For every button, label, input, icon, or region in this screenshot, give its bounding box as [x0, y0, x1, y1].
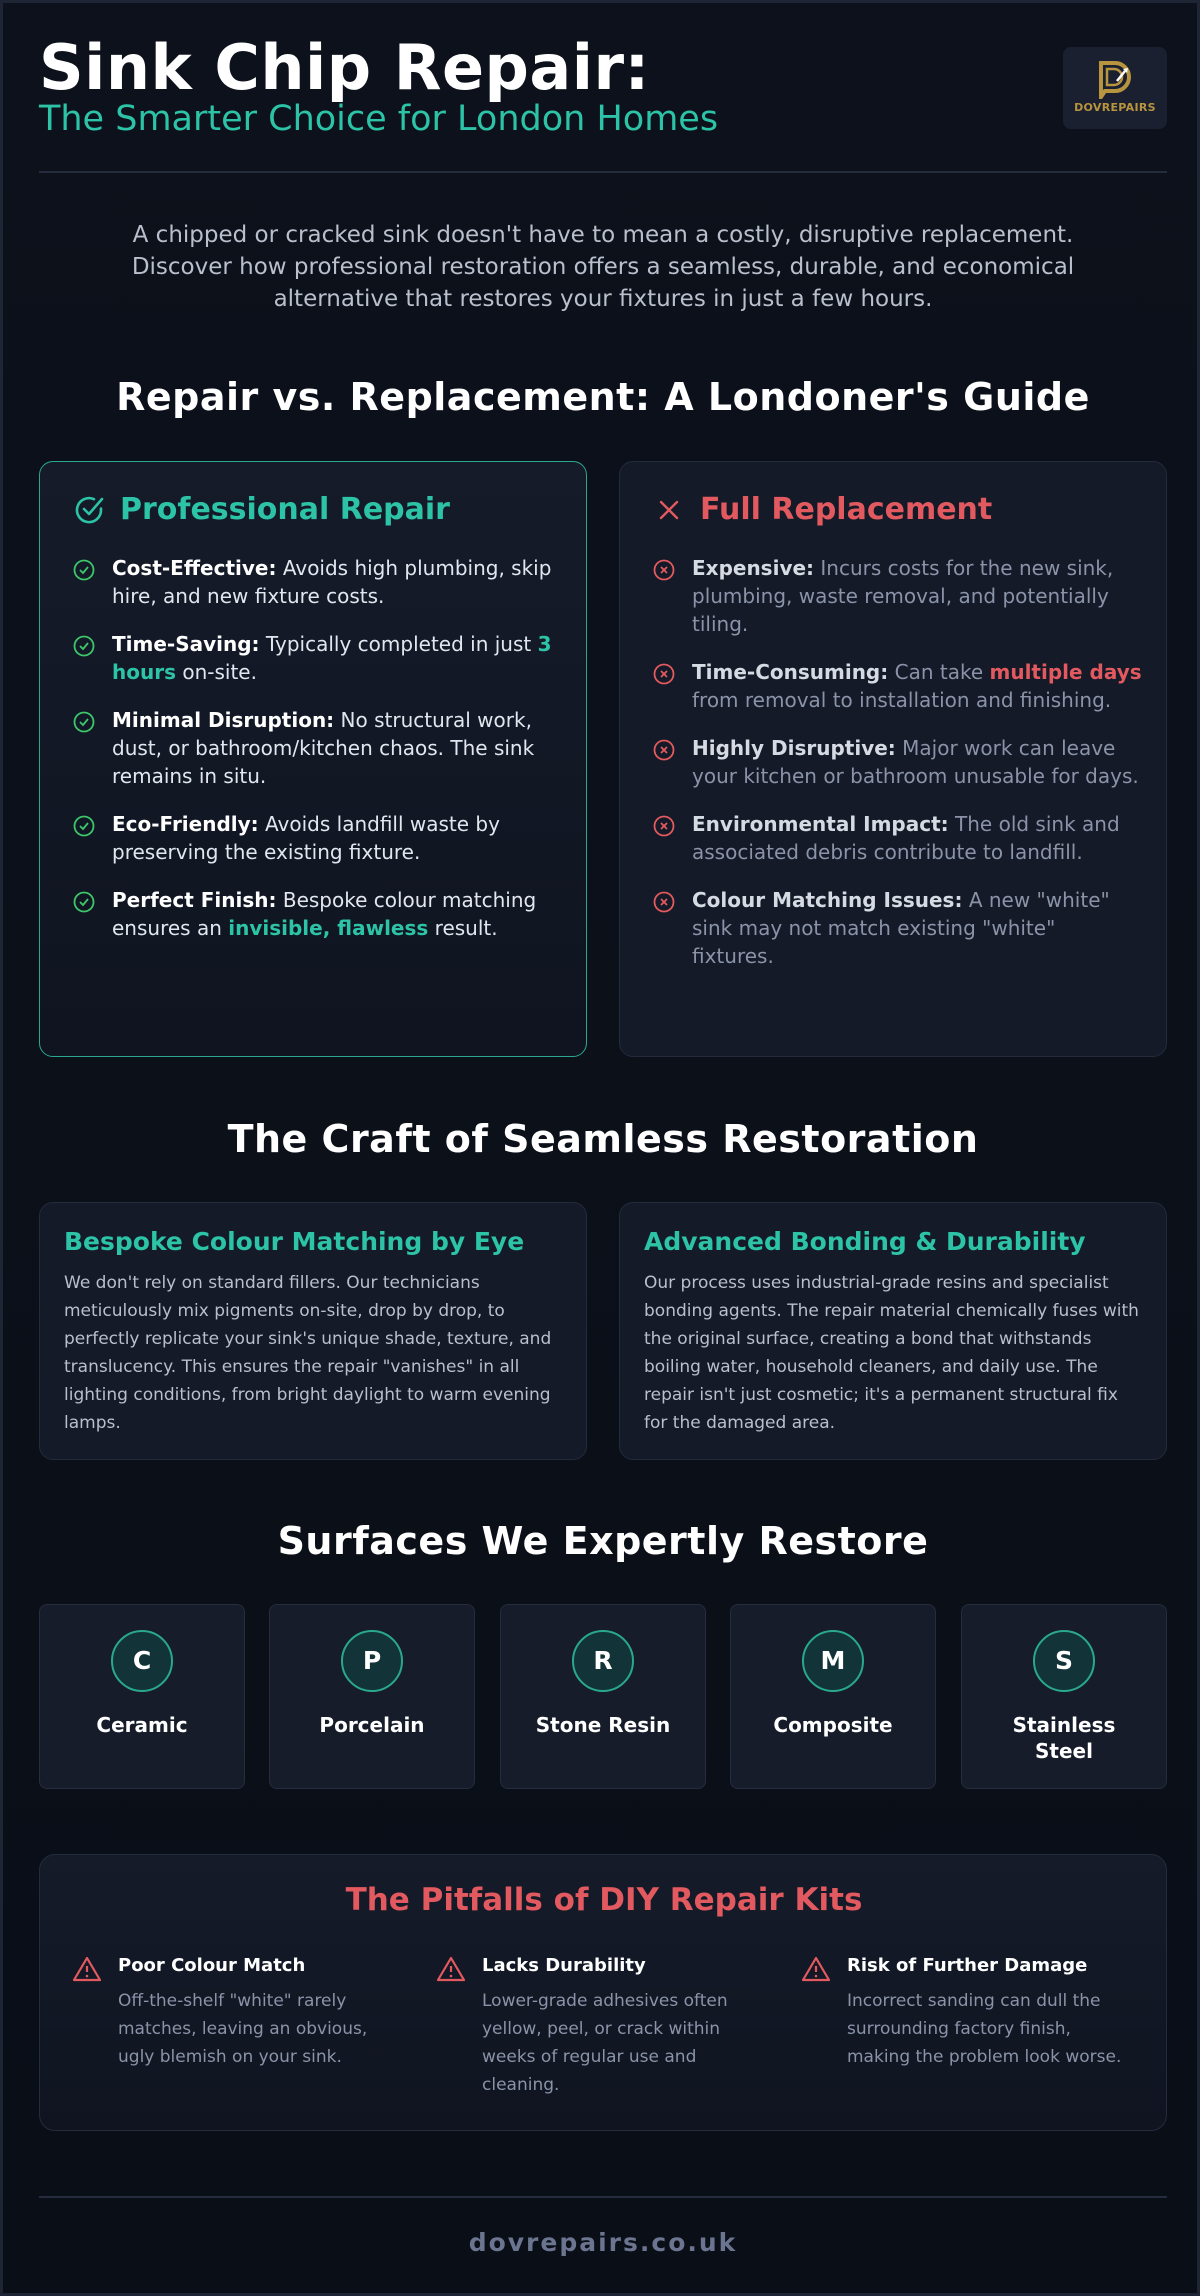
warning-icon	[72, 1955, 102, 1983]
repair-list	[72, 554, 562, 962]
item-label: Cost-Effective:	[112, 556, 277, 580]
diy-title: The Pitfalls of DIY Repair Kits	[345, 1882, 863, 1918]
surface-card-porcelain	[269, 1604, 475, 1789]
surface-card-composite	[730, 1604, 936, 1789]
item-highlight: invisible, flawless	[228, 916, 429, 940]
surface-label: Stainless Steel	[1012, 1713, 1116, 1763]
item-highlight: 3 hours	[112, 632, 552, 684]
repair-heading: Professional Repair	[120, 492, 450, 527]
page-subtitle: The Smarter Choice for London Homes	[39, 99, 719, 139]
surface-card-stainless-steel	[961, 1604, 1167, 1789]
item-text: from removal to installation and finishing.	[692, 688, 1112, 712]
x-circle-icon	[652, 558, 676, 582]
header-divider	[39, 171, 1167, 173]
item-text: Avoids landfill waste by preserving the existing fixture.	[112, 812, 500, 864]
repair-item	[72, 554, 562, 610]
item-label: Eco-Friendly:	[112, 812, 259, 836]
repair-item	[72, 630, 562, 686]
logo-text: DOVREPAIRS	[1074, 101, 1156, 114]
pitfall-heading: Lacks Durability	[482, 1955, 646, 1976]
item-text: Avoids high plumbing, skip hire, and new fixture costs.	[112, 556, 552, 608]
surface-letter-badge: C	[111, 1630, 173, 1692]
x-circle-icon	[652, 738, 676, 762]
replacement-item	[652, 886, 1142, 970]
craft-card-heading: Advanced Bonding & Durability	[644, 1227, 1086, 1256]
footer-url-link[interactable]: dovrepairs.co.uk	[468, 2228, 738, 2257]
surfaces-title: Surfaces We Expertly Restore	[277, 1519, 929, 1563]
replacement-card	[619, 461, 1167, 1057]
repair-item	[72, 810, 562, 866]
replacement-list	[652, 554, 1142, 990]
x-circle-icon	[652, 662, 676, 686]
x-icon	[652, 493, 686, 527]
repair-item	[72, 886, 562, 942]
check-icon	[72, 634, 96, 658]
brand-logo[interactable]	[1063, 47, 1167, 129]
item-label: Time-Saving:	[112, 632, 260, 656]
item-label: Minimal Disruption:	[112, 708, 335, 732]
surface-letter-badge: S	[1033, 1630, 1095, 1692]
item-text: Typically completed in just	[259, 632, 538, 656]
header	[39, 33, 1167, 143]
item-label: Environmental Impact:	[692, 812, 949, 836]
item-text: Incurs costs for the new sink, plumbing, waste removal, and potentially tiling.	[692, 556, 1114, 636]
warning-icon	[436, 1955, 466, 1983]
craft-card-body: We don't rely on standard fillers. Our technicians meticulously mix pigments on-site, drop by drop, to perfectly replicate your sink's unique shade, texture, and translucency. This ensures the repair "vanishes" in all lighting conditions, from bright daylight to warm evening lamps.	[64, 1273, 552, 1433]
surface-letter-badge: M	[802, 1630, 864, 1692]
replacement-item	[652, 810, 1142, 866]
diy-pitfalls-panel	[39, 1854, 1167, 2131]
item-text: Can take	[888, 660, 990, 684]
intro-text: A chipped or cracked sink doesn't have to mean a costly, disruptive replacement. Discover how professional restoration offers a seamless, durable, and economical alternative that restores your fixtures in just a few hours.	[131, 222, 1075, 312]
surface-label: Porcelain	[319, 1713, 425, 1737]
x-circle-icon	[652, 890, 676, 914]
item-label: Highly Disruptive:	[692, 736, 896, 760]
item-label: Expensive:	[692, 556, 815, 580]
surface-label: Ceramic	[96, 1713, 188, 1737]
craft-card	[619, 1202, 1167, 1460]
surface-label: Stone Resin	[535, 1713, 671, 1737]
item-text: A new "white" sink may not match existing "white" fixtures.	[692, 888, 1110, 968]
check-icon	[72, 814, 96, 838]
pitfall-heading: Poor Colour Match	[118, 1955, 306, 1976]
item-text: Major work can leave your kitchen or bathroom unusable for days.	[692, 736, 1139, 788]
surface-label: Composite	[773, 1713, 893, 1737]
footer-divider	[39, 2196, 1167, 2198]
craft-card-body: Our process uses industrial-grade resins and specialist bonding agents. The repair material chemically fuses with the original surface, creating a bond that withstands boiling water, household cleaners, and daily use. The repair isn't just cosmetic; it's a permanent structural fix for the damaged area.	[644, 1273, 1139, 1433]
repair-card-header	[72, 492, 450, 527]
page-title: Sink Chip Repair:	[39, 31, 650, 104]
logo-mark-icon	[1093, 59, 1137, 99]
replacement-card-header	[652, 492, 992, 527]
surface-card-stone-resin	[500, 1604, 706, 1789]
replacement-heading: Full Replacement	[700, 492, 993, 527]
x-circle-icon	[652, 814, 676, 838]
check-circle-icon	[72, 493, 106, 527]
check-icon	[72, 710, 96, 734]
warning-icon	[801, 1955, 831, 1983]
check-icon	[72, 558, 96, 582]
item-text: The old sink and associated debris contribute to landfill.	[692, 812, 1120, 864]
craft-title: The Craft of Seamless Restoration	[227, 1117, 979, 1161]
surface-letter-badge: P	[341, 1630, 403, 1692]
craft-card-heading: Bespoke Colour Matching by Eye	[64, 1227, 525, 1256]
item-text: result.	[428, 916, 498, 940]
repair-item	[72, 706, 562, 790]
item-text: Bespoke colour matching ensures an	[112, 888, 537, 940]
craft-card	[39, 1202, 587, 1460]
check-icon	[72, 890, 96, 914]
item-label: Colour Matching Issues:	[692, 888, 963, 912]
item-text: No structural work, dust, or bathroom/kitchen chaos. The sink remains in situ.	[112, 708, 535, 788]
replacement-item	[652, 554, 1142, 638]
pitfall-body: Off-the-shelf "white" rarely matches, leaving an obvious, ugly blemish on your sink.	[118, 1991, 368, 2067]
item-label: Time-Consuming:	[692, 660, 889, 684]
comparison-title: Repair vs. Replacement: A Londoner's Guide	[116, 375, 1090, 419]
item-text: on-site.	[175, 660, 257, 684]
pitfall-body: Incorrect sanding can dull the surrounding factory finish, making the problem look worse.	[847, 1991, 1122, 2067]
replacement-item	[652, 734, 1142, 790]
repair-card	[39, 461, 587, 1057]
pitfall-heading: Risk of Further Damage	[847, 1955, 1088, 1976]
replacement-item	[652, 658, 1142, 714]
surface-card-ceramic	[39, 1604, 245, 1789]
item-label: Perfect Finish:	[112, 888, 277, 912]
pitfall-body: Lower-grade adhesives often yellow, peel, or crack within weeks of regular use and cleaning.	[482, 1991, 728, 2095]
surface-letter-badge: R	[572, 1630, 634, 1692]
item-highlight: multiple days	[989, 660, 1142, 684]
